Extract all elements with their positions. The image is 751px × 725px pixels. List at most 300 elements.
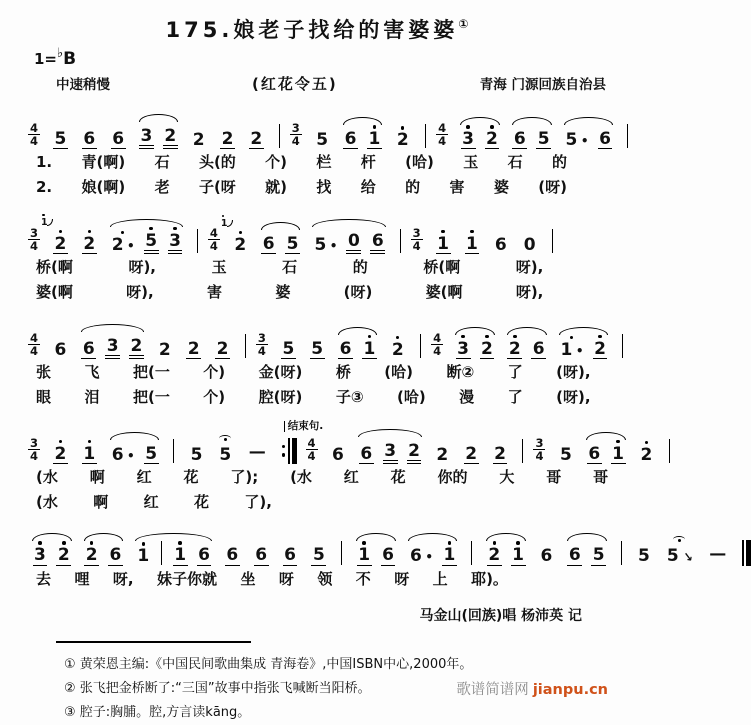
lyrics-row bbox=[36, 282, 543, 304]
augmentation-dot: • bbox=[580, 134, 589, 148]
note-digit: 6 bbox=[112, 129, 125, 149]
octave-dot bbox=[461, 335, 465, 339]
fall-arrow-icon: ↘ bbox=[682, 549, 695, 566]
lyric-syllable: (水 bbox=[36, 467, 58, 486]
note bbox=[254, 539, 269, 565]
duration-dash: — bbox=[709, 543, 727, 564]
note-digit: 2 bbox=[129, 337, 144, 359]
time-signature: 4 4 bbox=[209, 226, 218, 254]
octave-dot bbox=[513, 335, 517, 339]
lyric-syllable: 呀, bbox=[112, 569, 134, 588]
lyric-syllable: 呀 bbox=[394, 569, 410, 588]
note bbox=[197, 539, 212, 565]
note bbox=[311, 539, 326, 565]
title-footnote-mark: ① bbox=[458, 17, 469, 31]
note-digit: 2 bbox=[488, 545, 501, 566]
note-digit: 2 bbox=[158, 339, 171, 360]
note-digit: 2 bbox=[391, 339, 404, 360]
slur-group bbox=[451, 333, 499, 359]
lyric-syllable: 去 bbox=[36, 569, 52, 588]
note bbox=[512, 123, 527, 149]
note-digit: 5 bbox=[54, 129, 67, 149]
note bbox=[81, 333, 96, 359]
note-digit: 5 bbox=[312, 545, 325, 566]
lyric-syllable: 害 bbox=[207, 282, 223, 301]
note-digit: 1 bbox=[512, 545, 525, 566]
lyric-syllable: 石 bbox=[282, 258, 298, 277]
note-digit: 1 bbox=[368, 129, 381, 149]
lyric-syllable: 花 bbox=[390, 467, 406, 486]
key-prefix: 1= bbox=[34, 50, 58, 68]
slur-group bbox=[508, 123, 556, 149]
octave-dot bbox=[598, 335, 602, 339]
lyric-syllable: 的 bbox=[551, 153, 567, 172]
note-digit: 3 bbox=[34, 545, 46, 566]
note bbox=[343, 123, 358, 149]
lyric-syllable: 石 bbox=[154, 153, 170, 172]
note bbox=[136, 540, 151, 565]
note-digit: 2 bbox=[216, 338, 229, 359]
note-digit: 5 bbox=[311, 338, 324, 359]
lyric-syllable: 找 bbox=[316, 178, 332, 197]
note bbox=[464, 438, 479, 464]
note-digit: 2 bbox=[465, 443, 478, 464]
barline bbox=[425, 124, 426, 148]
lyric-syllable: 婆 bbox=[275, 282, 291, 301]
note bbox=[436, 228, 451, 254]
note bbox=[461, 123, 476, 149]
note bbox=[285, 228, 300, 254]
octave-dot bbox=[59, 440, 63, 444]
lyric-syllable: 大 bbox=[499, 467, 515, 486]
lyric-syllable: 妹子你就 bbox=[157, 569, 218, 588]
lyric-syllable: 老 bbox=[154, 178, 170, 197]
site-name-label: 歌谱简谱网 bbox=[456, 682, 529, 698]
barline bbox=[522, 439, 523, 463]
note bbox=[191, 124, 206, 149]
note bbox=[564, 124, 589, 149]
lyric-syllable: (水 bbox=[36, 492, 58, 511]
note-digit: 6 bbox=[339, 338, 352, 359]
augmentation-dot: • bbox=[575, 343, 584, 358]
lyric-syllable: 给 bbox=[360, 178, 376, 197]
time-signature: 3 4 bbox=[257, 330, 266, 359]
note bbox=[539, 540, 554, 565]
slur-group bbox=[131, 539, 216, 565]
time-signature: 4 4 bbox=[30, 121, 39, 149]
lyrics-row bbox=[36, 387, 591, 409]
lyric-syllable: 花 bbox=[194, 492, 210, 511]
barline bbox=[279, 124, 280, 148]
lyric-syllable: 了), bbox=[244, 492, 272, 511]
lyric-syllable: 哥 bbox=[546, 467, 562, 486]
note-digit: 2 bbox=[396, 130, 409, 150]
footnote: ② 张飞把金桥断了:“三国”故事中指张飞喊断当阳桥。 bbox=[64, 680, 371, 696]
note bbox=[407, 435, 422, 464]
lyric-syllable: (呀), bbox=[556, 363, 591, 382]
slur-group bbox=[334, 333, 382, 359]
note-digit: 3 bbox=[139, 127, 154, 149]
lyric-syllable: 玉 bbox=[463, 153, 479, 172]
lyric-syllable: 了 bbox=[507, 387, 523, 406]
note-digit: 1 bbox=[137, 546, 150, 567]
barline bbox=[621, 541, 622, 565]
note bbox=[611, 438, 626, 464]
note-digit: 6 bbox=[494, 234, 507, 255]
region-label: 青海 门源回族自治县 bbox=[479, 77, 606, 93]
note-digit: 1 bbox=[83, 443, 96, 464]
fermata-icon bbox=[673, 540, 685, 547]
time-signature: 3 4 bbox=[30, 435, 39, 463]
lyric-syllable: 哩 bbox=[74, 569, 90, 588]
lyric-syllable: 红 bbox=[136, 467, 152, 486]
note-digit: 2 bbox=[407, 442, 422, 464]
lyric-syllable: 把(一 bbox=[132, 363, 170, 382]
slur-group bbox=[404, 539, 461, 565]
note bbox=[381, 539, 396, 565]
slur-group bbox=[339, 123, 387, 149]
lyric-syllable: (哈) bbox=[396, 387, 426, 406]
lyric-syllable: 呀), bbox=[515, 282, 544, 301]
note bbox=[637, 540, 652, 565]
note bbox=[283, 539, 298, 565]
note bbox=[362, 333, 377, 359]
octave-dot bbox=[616, 440, 620, 444]
lyric-syllable: 不 bbox=[355, 569, 371, 588]
lyric-syllable: (水 bbox=[290, 467, 312, 486]
attribution: 马金山(回族)唱 杨沛英 记 bbox=[419, 607, 582, 624]
lyric-syllable: 上 bbox=[432, 569, 448, 588]
octave-dot bbox=[516, 541, 520, 545]
octave-dot bbox=[368, 335, 372, 339]
note bbox=[359, 438, 374, 464]
note-digit: 1 bbox=[466, 233, 478, 254]
note-digit: 5 bbox=[592, 545, 605, 566]
octave-dot bbox=[401, 126, 405, 130]
note-digit: 2 bbox=[83, 233, 96, 254]
barline bbox=[161, 541, 162, 565]
note bbox=[33, 539, 48, 565]
note-digit: 5 bbox=[144, 232, 159, 254]
notes-row bbox=[26, 419, 653, 465]
note-digit: 1 bbox=[443, 545, 456, 566]
octave-dot bbox=[90, 541, 94, 545]
lyric-syllable: 2. bbox=[36, 178, 53, 197]
barline bbox=[471, 541, 472, 565]
note-digit: 6 bbox=[83, 129, 96, 149]
note-digit: 2 bbox=[111, 234, 124, 255]
lyric-syllable: 的 bbox=[405, 178, 421, 197]
lyric-syllable: 啊 bbox=[93, 492, 109, 511]
octave-dot bbox=[441, 230, 445, 234]
slur-group bbox=[582, 438, 630, 464]
grace-note: 1 bbox=[41, 216, 48, 228]
lyric-syllable: 漫 bbox=[459, 387, 475, 406]
barline bbox=[173, 439, 174, 463]
note-digit: 5 bbox=[286, 233, 299, 254]
octave-dot bbox=[485, 335, 489, 339]
duration-dash: — bbox=[248, 441, 266, 462]
lyric-syllable: 婆(啊 bbox=[36, 282, 73, 301]
note-digit: 1 bbox=[174, 545, 187, 566]
octave-dot bbox=[362, 541, 366, 545]
note-digit: 5 bbox=[145, 443, 158, 464]
note bbox=[218, 439, 233, 464]
note-digit: 2 bbox=[163, 127, 178, 149]
note-digit: 6 bbox=[568, 545, 581, 566]
octave-dot bbox=[470, 230, 474, 234]
note bbox=[485, 123, 500, 149]
note bbox=[591, 539, 606, 565]
key-letter: B bbox=[63, 49, 77, 69]
note bbox=[249, 123, 264, 149]
augmentation-dot: • bbox=[127, 448, 135, 463]
score-area bbox=[22, 104, 727, 591]
barline bbox=[669, 439, 670, 463]
note bbox=[82, 438, 97, 464]
note bbox=[480, 333, 495, 359]
note bbox=[493, 438, 508, 464]
note bbox=[315, 124, 330, 149]
lyric-syllable: (呀) bbox=[538, 178, 567, 197]
music-system-4 bbox=[22, 419, 653, 514]
slur-group bbox=[352, 539, 400, 565]
note-digit: 6 bbox=[599, 129, 611, 149]
music-system-1 bbox=[22, 104, 612, 199]
lyric-syllable: 玉 bbox=[211, 258, 227, 277]
barline bbox=[245, 334, 246, 358]
note-digit: 6 bbox=[284, 545, 296, 566]
octave-dot bbox=[62, 541, 66, 545]
note-digit: 1 bbox=[437, 233, 450, 254]
augmentation-dot: • bbox=[425, 550, 433, 565]
lyric-syllable: (呀), bbox=[556, 387, 591, 406]
barline bbox=[420, 334, 421, 358]
barline bbox=[627, 124, 628, 148]
augmentation-dot: • bbox=[127, 238, 135, 253]
note bbox=[110, 439, 135, 464]
site-url-link[interactable]: jianpu.cn bbox=[532, 682, 608, 698]
note bbox=[111, 123, 126, 149]
lyric-syllable: 呀 bbox=[278, 569, 294, 588]
song-title: 175.娘老子找给的害婆婆 bbox=[165, 18, 459, 42]
flat-icon: ♭ bbox=[57, 46, 64, 61]
note-digit: 0 bbox=[523, 234, 536, 255]
octave-dot bbox=[142, 542, 146, 546]
note bbox=[82, 228, 97, 254]
footnote: ① 黄荣恩主编:《中国民间歌曲集成 青海卷》,中国ISBN中心,2000年。 bbox=[64, 656, 473, 672]
time-signature: 4 4 bbox=[438, 121, 447, 149]
note-digit: 6 bbox=[82, 338, 95, 359]
note bbox=[465, 228, 480, 254]
octave-dot bbox=[88, 230, 92, 234]
note-digit: 5 bbox=[537, 129, 550, 149]
note-digit: 5 bbox=[314, 234, 327, 255]
note bbox=[53, 334, 68, 359]
note-digit: 1 bbox=[560, 339, 573, 360]
lyric-syllable: 呀), bbox=[515, 258, 544, 277]
note-digit: 3 bbox=[462, 129, 475, 149]
note-digit: 3 bbox=[105, 337, 120, 359]
footnote-separator bbox=[56, 641, 251, 643]
octave-dot bbox=[493, 541, 497, 545]
slur-group bbox=[482, 539, 530, 565]
note bbox=[390, 334, 405, 359]
slur-group bbox=[354, 435, 426, 464]
note-digit: 5 bbox=[316, 130, 329, 150]
grace-note: 1 bbox=[220, 217, 228, 229]
note bbox=[173, 539, 188, 565]
slur-group bbox=[563, 539, 611, 565]
note-digit: 2 bbox=[187, 338, 200, 359]
slur-group bbox=[503, 333, 551, 359]
lyric-syllable: 泪 bbox=[84, 387, 100, 406]
note bbox=[310, 333, 325, 359]
note-digit: 3 bbox=[457, 338, 470, 359]
lyric-syllable: 腔(呀) bbox=[258, 387, 303, 406]
lyric-syllable: 杆 bbox=[360, 153, 376, 172]
note bbox=[281, 333, 296, 359]
slur-group bbox=[106, 225, 187, 254]
slur-group bbox=[560, 123, 617, 149]
octave-dot bbox=[178, 541, 182, 545]
note-digit: 6 bbox=[111, 444, 124, 465]
note bbox=[408, 540, 433, 565]
time-signature: 3 4 bbox=[535, 435, 544, 463]
lyric-syllable: 的 bbox=[352, 258, 368, 277]
time-signature: 4 4 bbox=[307, 435, 316, 463]
lyric-syllable: 子③ bbox=[335, 387, 364, 406]
note bbox=[639, 439, 654, 464]
slur-group bbox=[28, 539, 76, 565]
note bbox=[383, 435, 398, 464]
lyric-syllable: 石 bbox=[507, 153, 523, 172]
note-digit: 6 bbox=[109, 545, 122, 566]
barline bbox=[341, 541, 342, 565]
barline bbox=[400, 229, 401, 253]
note-digit: 6 bbox=[370, 232, 385, 254]
note bbox=[559, 334, 584, 359]
note-digit: 3 bbox=[383, 442, 398, 464]
note-digit: 5 bbox=[190, 444, 203, 465]
lyric-syllable: (哈) bbox=[405, 153, 434, 172]
music-system-5 bbox=[22, 523, 727, 590]
octave-dot bbox=[396, 336, 400, 340]
note-digit: 3 bbox=[168, 232, 183, 254]
music-system-3 bbox=[22, 314, 612, 409]
note bbox=[511, 539, 526, 565]
lyrics-row bbox=[36, 492, 272, 514]
note bbox=[41, 216, 68, 254]
octave-dot bbox=[239, 231, 243, 235]
lyric-syllable: 1. bbox=[36, 153, 53, 172]
note bbox=[108, 539, 123, 565]
note bbox=[82, 123, 97, 149]
note bbox=[567, 539, 582, 565]
lyric-syllable: 领 bbox=[317, 569, 333, 588]
slur-group bbox=[80, 539, 128, 565]
note-digit: 6 bbox=[360, 443, 373, 464]
lyric-syllable: 娘(啊) bbox=[81, 178, 126, 197]
music-system-2 bbox=[22, 209, 612, 304]
lyric-syllable: 桥(啊 bbox=[36, 258, 73, 277]
lyric-syllable: 桥(啊 bbox=[423, 258, 461, 277]
lyric-syllable: 把(一 bbox=[132, 387, 170, 406]
lyric-syllable: 了 bbox=[507, 363, 523, 382]
octave-dot bbox=[88, 440, 92, 444]
note bbox=[370, 225, 385, 254]
lyric-syllable: 张 bbox=[36, 363, 52, 382]
barline bbox=[197, 229, 198, 253]
octave-dot bbox=[645, 441, 649, 445]
lyric-syllable: 呀), bbox=[128, 258, 156, 277]
note bbox=[84, 539, 99, 565]
note bbox=[357, 539, 372, 565]
lyric-syllable: 红 bbox=[143, 492, 159, 511]
note-digit: 6 bbox=[532, 338, 545, 359]
note bbox=[53, 123, 68, 149]
note bbox=[220, 217, 248, 255]
note-digit: 5 bbox=[638, 546, 650, 567]
note-digit: 6 bbox=[344, 129, 357, 149]
note-digit: 5 bbox=[565, 130, 578, 150]
lyric-syllable: 红 bbox=[343, 467, 359, 486]
lyric-syllable: 金(呀) bbox=[258, 363, 303, 382]
note bbox=[168, 225, 183, 254]
lyric-syllable: 个) bbox=[203, 387, 226, 406]
octave-dot bbox=[466, 125, 470, 129]
slur-group bbox=[555, 333, 612, 359]
lyric-syllable: 坐 bbox=[240, 569, 256, 588]
note bbox=[225, 539, 240, 565]
notes-row bbox=[26, 523, 727, 567]
note bbox=[593, 333, 608, 359]
fermata-icon bbox=[219, 439, 231, 446]
lyrics-row bbox=[36, 152, 567, 174]
note bbox=[435, 439, 450, 464]
page-title bbox=[22, 14, 612, 44]
slur-group bbox=[77, 330, 149, 359]
lyrics-row bbox=[36, 569, 508, 591]
note bbox=[53, 438, 68, 464]
note bbox=[456, 333, 471, 359]
note-digit: 5 bbox=[219, 444, 232, 465]
note bbox=[598, 123, 613, 149]
slur-group bbox=[106, 438, 163, 464]
lyrics-row bbox=[36, 467, 608, 489]
note-digit: 6 bbox=[588, 443, 601, 464]
lyrics-row bbox=[36, 362, 591, 384]
lyric-syllable: 青(啊) bbox=[81, 153, 126, 172]
note bbox=[487, 539, 502, 565]
footnote: ③ 腔子:胸脯。腔,方言读kāng。 bbox=[64, 704, 251, 720]
note-digit: 0 bbox=[346, 232, 361, 254]
note-digit: 6 bbox=[409, 546, 422, 567]
lyric-syllable: 婆 bbox=[493, 178, 509, 197]
note-digit: 6 bbox=[255, 545, 268, 566]
slur-group bbox=[456, 123, 504, 149]
octave-dot bbox=[121, 231, 125, 235]
lyric-syllable: 耶)。 bbox=[471, 569, 508, 588]
note bbox=[110, 229, 135, 254]
note-digit: 6 bbox=[198, 545, 210, 566]
notes-row bbox=[26, 314, 612, 359]
note bbox=[587, 438, 602, 464]
tempo-marking: 中速稍慢 bbox=[56, 77, 110, 93]
note bbox=[665, 540, 693, 565]
octave-dot bbox=[173, 227, 177, 231]
note-digit: 2 bbox=[57, 545, 70, 566]
